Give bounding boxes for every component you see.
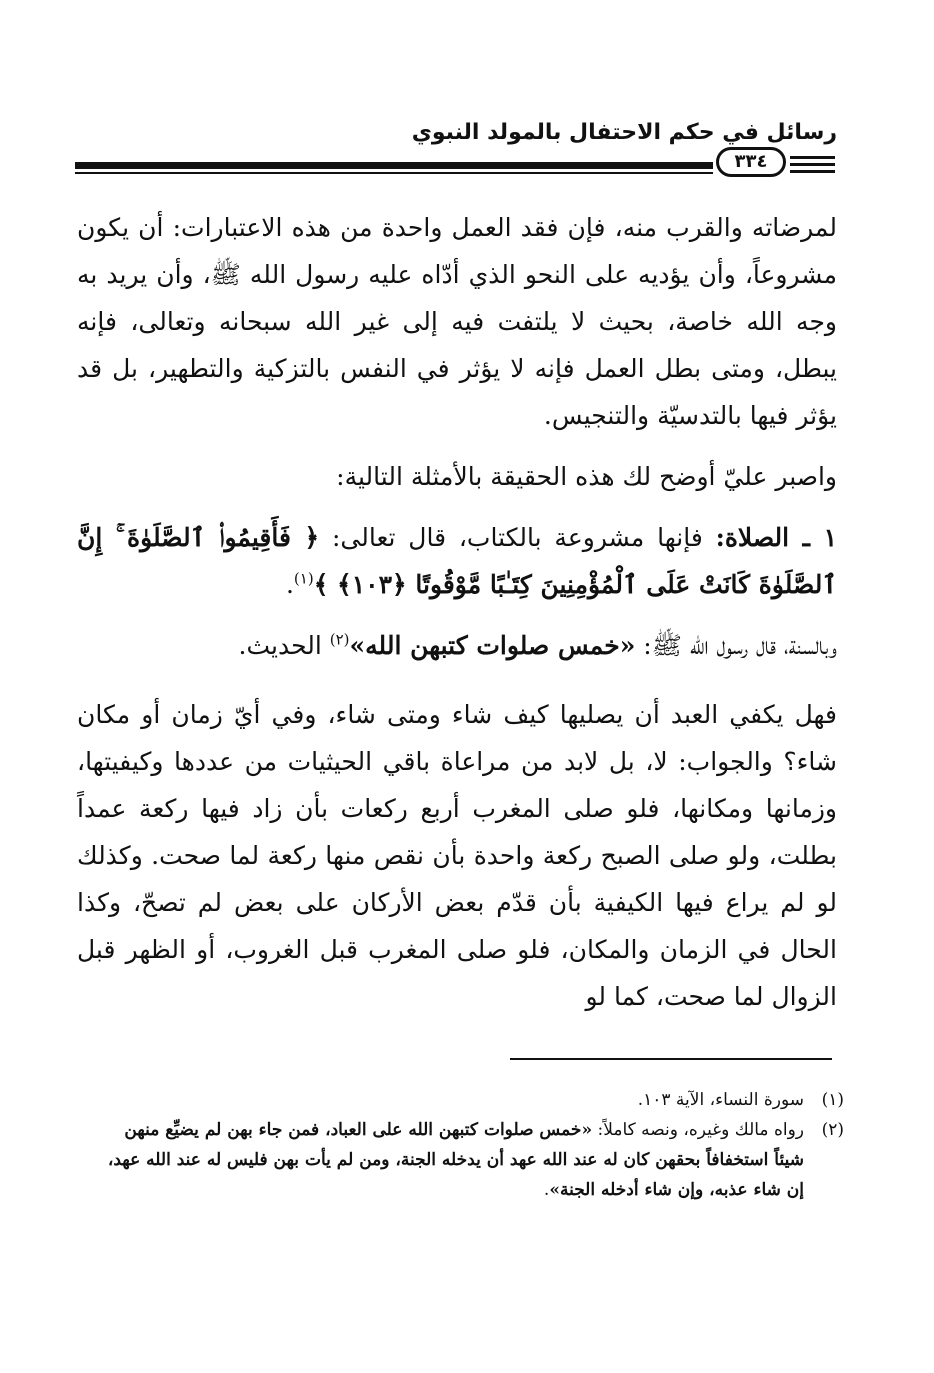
footnote-end: . bbox=[543, 1180, 550, 1200]
item-lead: ١ ـ الصلاة: bbox=[715, 523, 837, 552]
footnote-number: (١) bbox=[821, 1090, 844, 1110]
hadith-quote: «خمس صلوات كتبهن الله» bbox=[349, 631, 636, 660]
footnotes bbox=[92, 1085, 844, 1205]
footnote-quote: «خمس صلوات كتبهن الله على العباد، فمن جاء بهن لم يضيِّع منهن شيئاً استخفافاً بحقهن كان له عند الله عهد أن يدخله الجنة، ومن لم يأت بهن فليس له عند الله عهد، إن شاء عذبه، وإن شاء أدخله الجنة» bbox=[107, 1120, 804, 1200]
footnote-ref-1: (١) bbox=[293, 569, 314, 588]
sentence-end: . bbox=[285, 570, 294, 599]
footnote-separator bbox=[510, 1058, 832, 1060]
footnote-ref-2: (٢) bbox=[329, 630, 350, 649]
footnote-1 bbox=[92, 1085, 844, 1115]
item-text: فإنها مشروعة بالكتاب، قال تعالى: bbox=[319, 523, 716, 552]
page-number: ٣٣٤ bbox=[716, 147, 786, 177]
header-rule-right bbox=[790, 170, 835, 173]
paragraph-2: واصبر عليّ أوضح لك هذه الحقيقة بالأمثلة التالية: bbox=[336, 462, 837, 491]
header-rule-right bbox=[790, 156, 835, 159]
header-rule-thick bbox=[75, 162, 713, 169]
running-title: رسائل في حكم الاحتفال بالمولد النبوي bbox=[411, 120, 837, 145]
footnote-2 bbox=[92, 1115, 844, 1205]
header-rule-right bbox=[790, 163, 835, 166]
hadith-end: الحديث. bbox=[238, 631, 330, 660]
paragraph-1: لمرضاته والقرب منه، فإن فقد العمل واحدة من هذه الاعتبارات: أن يكون مشروعاً، وأن يؤديه على النحو الذي أدّاه عليه رسول الله ﷺ، وأن يريد به وجه الله خاصة، بحيث لا يلتفت فيه إلى غير الله سبحانه وتعالى، فإنه يبطل، ومتى بطل العمل فإنه لا يؤثر في النفس بالتزكية والتطهير، بل قد يؤثر فيها بالتدسيّة والتنجيس. bbox=[77, 213, 837, 430]
footnote-lead: رواه مالك وغيره، ونصه كاملاً: bbox=[592, 1120, 804, 1140]
hadith-intro: وبالسنة، قال رسول الله ﷺ: bbox=[635, 631, 837, 660]
paragraph-3 bbox=[77, 514, 837, 608]
footnote-number: (٢) bbox=[821, 1120, 844, 1140]
header-rule-thin bbox=[75, 172, 713, 174]
footnote-text: سورة النساء، الآية ١٠٣. bbox=[637, 1090, 804, 1110]
footnote-text bbox=[92, 1115, 804, 1205]
paragraph-5: فهل يكفي العبد أن يصليها كيف شاء ومتى شاء، وفي أيّ زمان أو مكان شاء؟ والجواب: لا، بل لابد من مراعاة باقي الحيثيات من عددها وكيفيتها، وزمانها ومكانها، فلو صلى المغرب أربع ركعات بأن زاد فيها ركعة عمداً بطلت، ولو صلى الصبح ركعة واحدة بأن نقص منها ركعة لما صحت. وكذلك لو لم يراع فيها الكيفية بأن قدّم بعض الأركان على بعض لم تصحّ، وكذا الحال في الزمان والمكان، فلو صلى المغرب قبل الغروب، أو الظهر قبل الزوال لما صحت، كما لو bbox=[77, 700, 837, 1011]
paragraph-4 bbox=[77, 622, 837, 669]
quran-verse: ﴿ فَأَقِيمُوا۟ ٱلصَّلَوٰةَ ۚ إِنَّ ٱلصَّلَوٰةَ كَانَتْ عَلَى ٱلْمُؤْمِنِينَ كِتَـٰبًا مَّوْقُوتًا ﴿١٠٣﴾ ﴾ bbox=[77, 523, 837, 599]
body-text bbox=[77, 204, 837, 1020]
